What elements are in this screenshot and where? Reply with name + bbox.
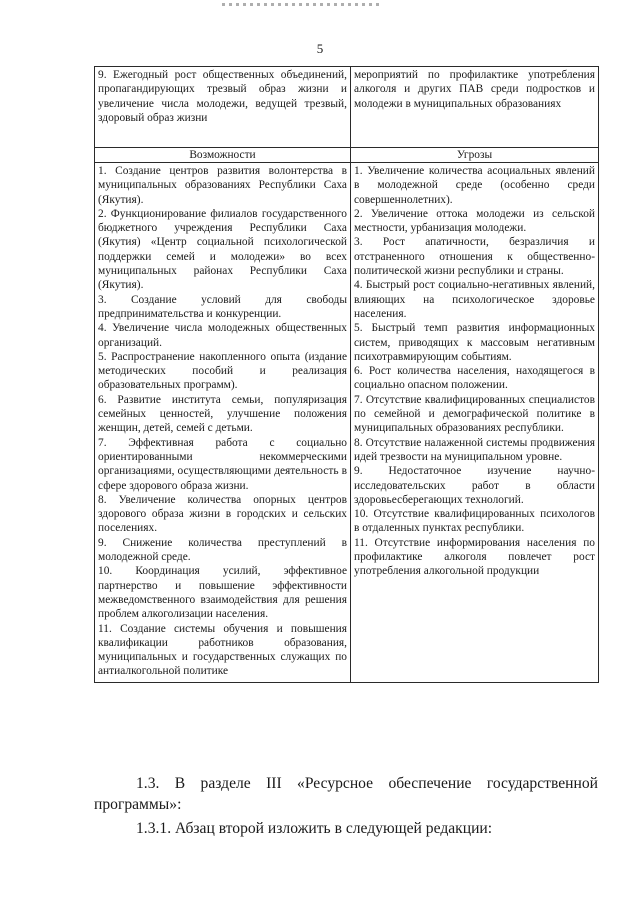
scan-artifact bbox=[222, 3, 380, 6]
paragraph-subsection: 1.3.1. Абзац второй изложить в следующей редакции: bbox=[136, 820, 493, 837]
opportunity-item: 8. Увеличение количества опорных центров здорового образа жизни в городских и сельских поселениях. bbox=[98, 493, 347, 535]
threats-list bbox=[351, 163, 599, 683]
threat-item: 2. Увеличение оттока молодежи из сельской местности, урбанизация молодежи. bbox=[354, 207, 595, 235]
opportunity-item: 1. Создание центров развития волонтерства в муниципальных образованиях Республики Саха (Якутия). bbox=[98, 165, 347, 206]
opportunity-item: 3. Создание условий для свободы предпринимательства и конкуренции. bbox=[98, 293, 347, 320]
threat-item: 6. Рост количества населения, находящегося в социально опасном положении. bbox=[354, 365, 595, 392]
threat-item: 10. Отсутствие квалифицированных психологов в отдаленных пунктах республики. bbox=[354, 508, 595, 535]
threats-header: Угрозы bbox=[351, 148, 599, 163]
threat-item: 1. Увеличение количества асоциальных явлений в молодежной среде (особенно среди совершеннолетних). bbox=[354, 165, 595, 206]
opportunity-item: 7. Эффективная работа с социально ориентированными некоммерческими организациями, осуществляющими деятельность в сфере здорового образа жизни. bbox=[98, 436, 347, 492]
opportunity-item: 10. Координация усилий, эффективное партнерство и повышение эффективности межведомственного взаимодействия для решения проблем алкоголизации населения. bbox=[98, 565, 347, 621]
strength-item-9: 9. Ежегодный рост общественных объединений, пропагандирующих трезвый образ жизни и увеличение числа молодежи, ведущей трезвый, здоровый образ жизни bbox=[95, 67, 351, 148]
page-number: 5 bbox=[316, 41, 324, 56]
opportunity-item: 9. Снижение количества преступлений в молодежной среде. bbox=[98, 536, 347, 564]
threat-item: 3. Рост апатичности, безразличия и отстраненного отношения к общественно-политической жизни республики и страны. bbox=[354, 236, 595, 278]
swot-table bbox=[94, 66, 599, 683]
threat-item: 5. Быстрый темп развития информационных систем, приводящих к массовым негативным психотравмирующим событиям. bbox=[354, 322, 595, 363]
opportunity-item: 11. Создание системы обучения и повышения квалификации работников образования, муниципальных и государственных служащих по антиалкогольной политике bbox=[98, 622, 347, 678]
table-header-row bbox=[95, 148, 599, 163]
opportunity-item: 4. Увеличение числа молодежных общественных организаций. bbox=[98, 322, 347, 349]
threat-item: 11. Отсутствие информирования населения по профилактике алкоголя повлечет рост употребления алкогольной продукции bbox=[354, 536, 595, 578]
opportunities-list bbox=[95, 163, 351, 683]
table-row bbox=[95, 163, 599, 683]
threat-item: 8. Отсутствие налаженной системы продвижения идей трезвости на муниципальном уровне. bbox=[354, 436, 595, 463]
threat-item: 4. Быстрый рост социально-негативных явлений, влияющих на психологическое здоровье населения. bbox=[354, 279, 595, 320]
opportunity-item: 2. Функционирование филиалов государственного бюджетного учреждения Республики Саха (Якутия) «Центр социальной психологической поддержки семей и молодежи» во всех муниципальных районах Республики Саха (Якутия). bbox=[98, 207, 347, 292]
opportunity-item: 6. Развитие института семьи, популяризация семейных ценностей, улучшение положения женщин, детей, семей с детьми. bbox=[98, 393, 347, 435]
table-row bbox=[95, 67, 599, 148]
threat-item: 9. Недостаточное изучение научно-исследовательских работ в области здоровьесберегающих технологий. bbox=[354, 465, 595, 506]
weakness-item-continued: мероприятий по профилактике употребления алкоголя и других ПАВ среди подростков и молодежи в муниципальных образованиях bbox=[351, 67, 599, 148]
opportunity-item: 5. Распространение накопленного опыта (издание методических пособий и реализация образовательных программ). bbox=[98, 350, 347, 392]
threat-item: 7. Отсутствие квалифицированных специалистов по семейной и демографической политике в муниципальных образованиях республики. bbox=[354, 393, 595, 435]
paragraph-section-3: 1.3. В разделе III «Ресурсное обеспечение государственной программы»: bbox=[94, 775, 598, 813]
opportunities-header: Возможности bbox=[95, 148, 351, 163]
